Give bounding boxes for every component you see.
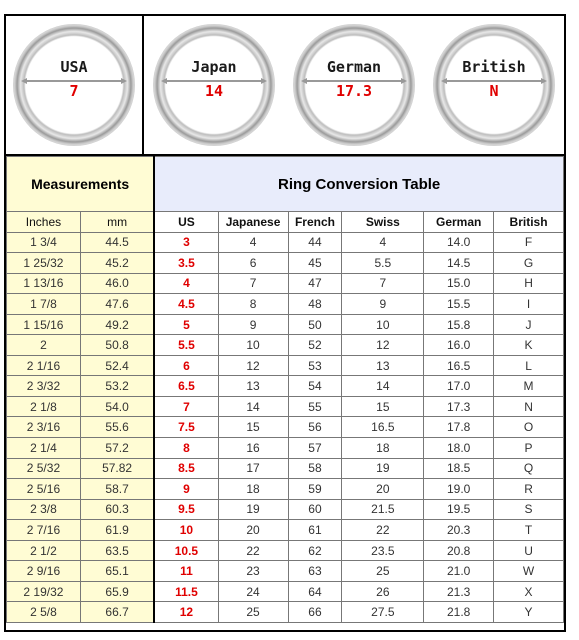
cell-inches: 2 5/32 — [7, 458, 81, 479]
cell-swiss: 25 — [342, 561, 424, 582]
ring-british — [424, 16, 564, 154]
cell-swiss: 14 — [342, 376, 424, 397]
cell-us: 7.5 — [154, 417, 218, 438]
cell-inches: 2 1/2 — [7, 540, 81, 561]
cell-japanese: 7 — [218, 273, 288, 294]
cell-us: 4 — [154, 273, 218, 294]
cell-french: 57 — [288, 438, 342, 459]
col-japanese: Japanese — [218, 212, 288, 233]
cell-inches: 1 7/8 — [7, 294, 81, 315]
table-row — [7, 479, 564, 500]
table-row — [7, 499, 564, 520]
cell-german: 17.3 — [424, 396, 494, 417]
cell-mm: 65.9 — [80, 581, 154, 602]
table-row — [7, 458, 564, 479]
cell-swiss: 15 — [342, 396, 424, 417]
conversion-title: Ring Conversion Table — [154, 157, 563, 212]
cell-japanese: 23 — [218, 561, 288, 582]
cell-inches: 2 3/16 — [7, 417, 81, 438]
cell-british: N — [494, 396, 564, 417]
cell-british: Q — [494, 458, 564, 479]
cell-british: I — [494, 294, 564, 315]
cell-british: X — [494, 581, 564, 602]
cell-japanese: 24 — [218, 581, 288, 602]
cell-inches: 1 13/16 — [7, 273, 81, 294]
cell-us: 9 — [154, 479, 218, 500]
cell-mm: 66.7 — [80, 602, 154, 623]
ring-japan — [144, 16, 284, 154]
cell-japanese: 10 — [218, 335, 288, 356]
cell-us: 5 — [154, 314, 218, 335]
cell-japanese: 20 — [218, 520, 288, 541]
cell-mm: 54.0 — [80, 396, 154, 417]
cell-german: 14.0 — [424, 232, 494, 253]
col-us: US — [154, 212, 218, 233]
cell-french: 64 — [288, 581, 342, 602]
cell-german: 21.8 — [424, 602, 494, 623]
ring-image — [153, 24, 275, 146]
cell-mm: 46.0 — [80, 273, 154, 294]
cell-japanese: 22 — [218, 540, 288, 561]
ring-label: Japan — [191, 58, 237, 76]
cell-british: J — [494, 314, 564, 335]
column-header-row — [7, 212, 564, 233]
table-row — [7, 376, 564, 397]
table-title-row — [7, 157, 564, 212]
ring-value: 14 — [204, 82, 224, 100]
cell-french: 54 — [288, 376, 342, 397]
cell-us: 8 — [154, 438, 218, 459]
cell-german: 19.5 — [424, 499, 494, 520]
cell-us: 5.5 — [154, 335, 218, 356]
cell-inches: 2 1/4 — [7, 438, 81, 459]
cell-us: 3 — [154, 232, 218, 253]
cell-german: 16.0 — [424, 335, 494, 356]
cell-mm: 52.4 — [80, 355, 154, 376]
cell-inches: 1 15/16 — [7, 314, 81, 335]
cell-swiss: 22 — [342, 520, 424, 541]
cell-mm: 60.3 — [80, 499, 154, 520]
ring-value: 17.3 — [335, 82, 373, 100]
cell-us: 10.5 — [154, 540, 218, 561]
cell-swiss: 12 — [342, 335, 424, 356]
cell-german: 21.0 — [424, 561, 494, 582]
cell-inches: 2 5/16 — [7, 479, 81, 500]
cell-german: 18.5 — [424, 458, 494, 479]
table-row — [7, 417, 564, 438]
cell-french: 47 — [288, 273, 342, 294]
cell-swiss: 27.5 — [342, 602, 424, 623]
cell-swiss: 13 — [342, 355, 424, 376]
cell-mm: 55.6 — [80, 417, 154, 438]
col-inches: Inches — [7, 212, 81, 233]
cell-japanese: 15 — [218, 417, 288, 438]
cell-us: 11 — [154, 561, 218, 582]
table-row — [7, 561, 564, 582]
cell-japanese: 19 — [218, 499, 288, 520]
cell-inches: 2 5/8 — [7, 602, 81, 623]
cell-swiss: 26 — [342, 581, 424, 602]
cell-french: 50 — [288, 314, 342, 335]
cell-swiss: 4 — [342, 232, 424, 253]
cell-british: L — [494, 355, 564, 376]
cell-swiss: 20 — [342, 479, 424, 500]
cell-german: 21.3 — [424, 581, 494, 602]
ring-header — [6, 16, 564, 156]
cell-us: 11.5 — [154, 581, 218, 602]
cell-japanese: 13 — [218, 376, 288, 397]
ring-chart-frame — [4, 14, 566, 632]
cell-british: P — [494, 438, 564, 459]
cell-british: Y — [494, 602, 564, 623]
ring-label: British — [462, 58, 526, 76]
cell-french: 61 — [288, 520, 342, 541]
table-row — [7, 314, 564, 335]
cell-inches: 2 3/32 — [7, 376, 81, 397]
cell-mm: 57.82 — [80, 458, 154, 479]
cell-swiss: 9 — [342, 294, 424, 315]
cell-swiss: 19 — [342, 458, 424, 479]
table-row — [7, 602, 564, 623]
cell-german: 20.8 — [424, 540, 494, 561]
cell-us: 9.5 — [154, 499, 218, 520]
cell-swiss: 16.5 — [342, 417, 424, 438]
cell-french: 59 — [288, 479, 342, 500]
ring-value: 7 — [69, 82, 79, 100]
cell-japanese: 16 — [218, 438, 288, 459]
cell-us: 3.5 — [154, 253, 218, 274]
ring-german — [284, 16, 424, 154]
cell-british: T — [494, 520, 564, 541]
cell-german: 20.3 — [424, 520, 494, 541]
cell-swiss: 21.5 — [342, 499, 424, 520]
cell-mm: 63.5 — [80, 540, 154, 561]
cell-german: 19.0 — [424, 479, 494, 500]
col-french: French — [288, 212, 342, 233]
table-row — [7, 355, 564, 376]
col-mm: mm — [80, 212, 154, 233]
cell-us: 4.5 — [154, 294, 218, 315]
cell-french: 63 — [288, 561, 342, 582]
cell-french: 55 — [288, 396, 342, 417]
cell-japanese: 18 — [218, 479, 288, 500]
cell-french: 66 — [288, 602, 342, 623]
cell-us: 10 — [154, 520, 218, 541]
table-row — [7, 253, 564, 274]
cell-french: 52 — [288, 335, 342, 356]
col-british: British — [494, 212, 564, 233]
cell-inches: 2 7/16 — [7, 520, 81, 541]
cell-french: 62 — [288, 540, 342, 561]
ring-image — [13, 24, 135, 146]
ring-image — [433, 24, 555, 146]
cell-german: 17.8 — [424, 417, 494, 438]
cell-british: M — [494, 376, 564, 397]
table-row — [7, 438, 564, 459]
cell-us: 7 — [154, 396, 218, 417]
table-row — [7, 232, 564, 253]
cell-french: 44 — [288, 232, 342, 253]
cell-british: H — [494, 273, 564, 294]
cell-swiss: 5.5 — [342, 253, 424, 274]
ring-value: N — [489, 82, 499, 100]
cell-french: 58 — [288, 458, 342, 479]
cell-swiss: 7 — [342, 273, 424, 294]
cell-mm: 47.6 — [80, 294, 154, 315]
cell-british: R — [494, 479, 564, 500]
cell-german: 17.0 — [424, 376, 494, 397]
cell-french: 60 — [288, 499, 342, 520]
measurements-title: Measurements — [7, 157, 155, 212]
cell-inches: 2 1/8 — [7, 396, 81, 417]
cell-japanese: 25 — [218, 602, 288, 623]
col-swiss: Swiss — [342, 212, 424, 233]
cell-inches: 2 — [7, 335, 81, 356]
cell-japanese: 12 — [218, 355, 288, 376]
cell-japanese: 17 — [218, 458, 288, 479]
table-row — [7, 581, 564, 602]
cell-german: 14.5 — [424, 253, 494, 274]
table-row — [7, 335, 564, 356]
cell-inches: 2 3/8 — [7, 499, 81, 520]
cell-inches: 1 3/4 — [7, 232, 81, 253]
cell-japanese: 4 — [218, 232, 288, 253]
table-row — [7, 294, 564, 315]
cell-british: G — [494, 253, 564, 274]
cell-swiss: 18 — [342, 438, 424, 459]
table-row — [7, 540, 564, 561]
cell-mm: 61.9 — [80, 520, 154, 541]
cell-german: 15.8 — [424, 314, 494, 335]
cell-british: F — [494, 232, 564, 253]
cell-french: 48 — [288, 294, 342, 315]
cell-us: 6.5 — [154, 376, 218, 397]
cell-inches: 1 25/32 — [7, 253, 81, 274]
ring-label: USA — [60, 58, 88, 76]
cell-inches: 2 19/32 — [7, 581, 81, 602]
table-row — [7, 396, 564, 417]
cell-mm: 50.8 — [80, 335, 154, 356]
ring-usa — [6, 16, 144, 154]
cell-mm: 45.2 — [80, 253, 154, 274]
cell-british: O — [494, 417, 564, 438]
ring-label: German — [326, 58, 382, 76]
cell-japanese: 14 — [218, 396, 288, 417]
cell-mm: 53.2 — [80, 376, 154, 397]
cell-mm: 58.7 — [80, 479, 154, 500]
cell-german: 16.5 — [424, 355, 494, 376]
cell-mm: 49.2 — [80, 314, 154, 335]
cell-german: 18.0 — [424, 438, 494, 459]
ring-conversion-table — [6, 156, 564, 623]
col-german: German — [424, 212, 494, 233]
cell-us: 8.5 — [154, 458, 218, 479]
cell-swiss: 10 — [342, 314, 424, 335]
table-row — [7, 520, 564, 541]
cell-german: 15.5 — [424, 294, 494, 315]
cell-british: S — [494, 499, 564, 520]
cell-german: 15.0 — [424, 273, 494, 294]
cell-us: 12 — [154, 602, 218, 623]
cell-inches: 2 1/16 — [7, 355, 81, 376]
cell-swiss: 23.5 — [342, 540, 424, 561]
cell-japanese: 9 — [218, 314, 288, 335]
cell-inches: 2 9/16 — [7, 561, 81, 582]
cell-british: W — [494, 561, 564, 582]
cell-mm: 65.1 — [80, 561, 154, 582]
ring-image — [293, 24, 415, 146]
cell-japanese: 8 — [218, 294, 288, 315]
cell-japanese: 6 — [218, 253, 288, 274]
cell-mm: 44.5 — [80, 232, 154, 253]
table-row — [7, 273, 564, 294]
cell-mm: 57.2 — [80, 438, 154, 459]
cell-french: 45 — [288, 253, 342, 274]
cell-british: K — [494, 335, 564, 356]
cell-french: 53 — [288, 355, 342, 376]
cell-us: 6 — [154, 355, 218, 376]
cell-british: U — [494, 540, 564, 561]
cell-french: 56 — [288, 417, 342, 438]
